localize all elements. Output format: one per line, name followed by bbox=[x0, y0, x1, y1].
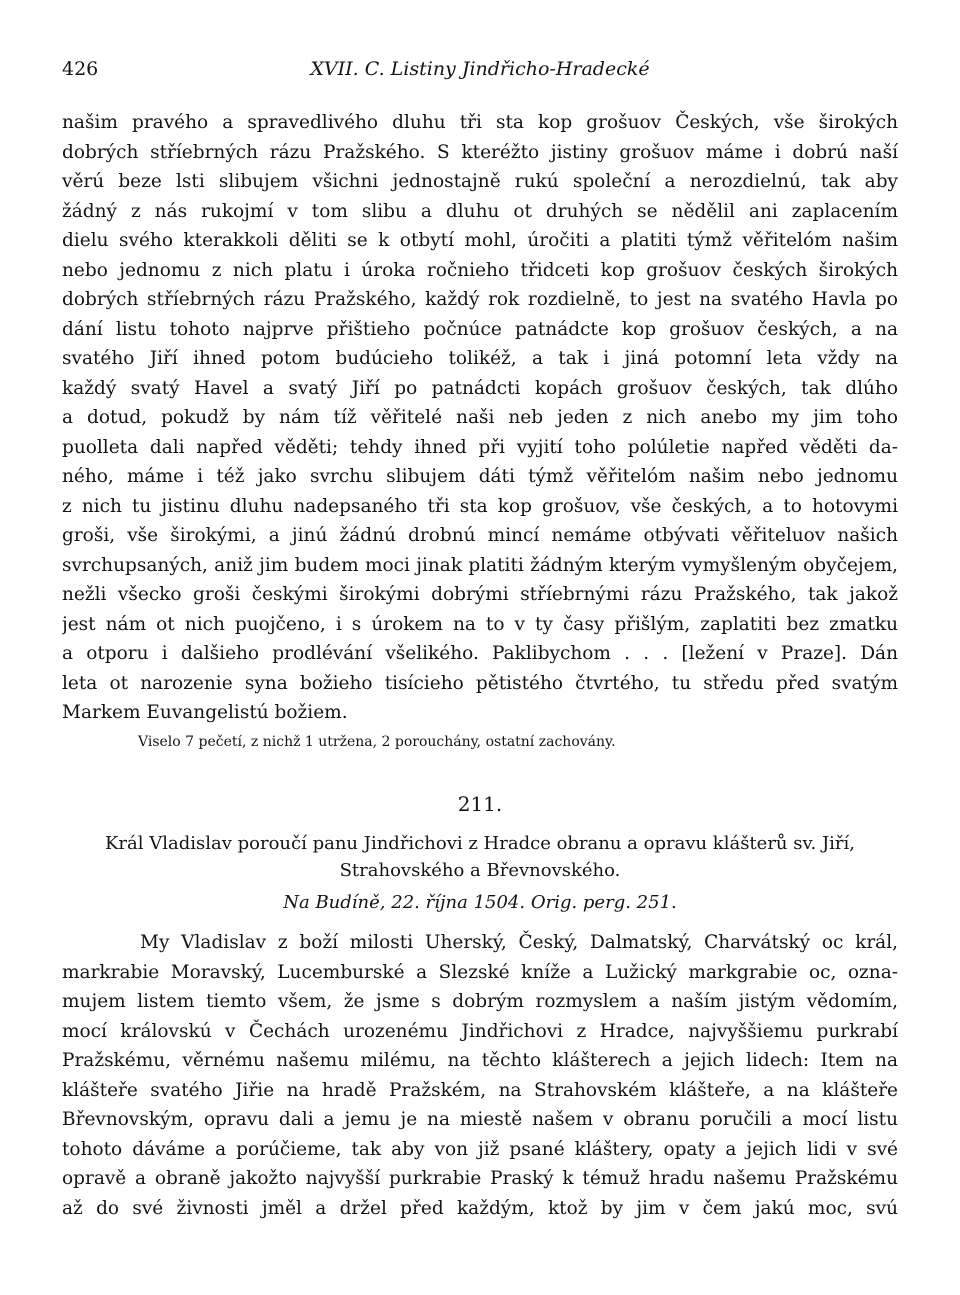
page-header bbox=[62, 58, 898, 84]
text-line: dielu svého kterakkoli děliti se k otbytí mohl, úročiti a platiti týmž věřitelóm našim bbox=[62, 230, 898, 251]
running-title: XVII. C. Listiny Jindřicho-Hradecké bbox=[310, 58, 650, 80]
text-line: nebo jednomu z nich platu i úroka ročnieho třidceti kop grošuov českých širokých bbox=[62, 259, 898, 281]
summary-line: Strahovského a Břevnovského. bbox=[339, 860, 621, 881]
seal-note: Viselo 7 pečetí, z nichž 1 utržena, 2 porouchány, ostatní zachovány. bbox=[138, 734, 616, 750]
text-line: jest nám ot nich puojčeno, i s úrokem na to v ty časy přišlým, zaplatiti bez zmatku bbox=[62, 613, 898, 635]
summary-line: Král Vladislav poroučí panu Jindřichovi z Hradce obranu a opravu klášterů sv. Jiří, bbox=[104, 833, 856, 854]
text-line: ného, máme i též jako svrchu slibujem dáti týmž věřitelóm našim nebo jednomu bbox=[62, 466, 898, 487]
text-line: našim pravého a spravedlivého dluhu tři sta kop grošuov Českých, vše širokých bbox=[62, 112, 898, 133]
text-line: a dotud, pokudž by nám tíž věřitelé naši neb jeden z nich anebo my jim toho bbox=[62, 407, 898, 428]
document-number: 211. bbox=[457, 792, 503, 816]
text-line: svrchupsaných, aniž jim budem moci jinak platiti žádným kterým vymyšleným obyčejem, bbox=[62, 554, 898, 576]
text-line: opravě a obraně jakožto najvyšší purkrabie Praský k témuž hradu našemu Pražskému bbox=[62, 1168, 898, 1189]
text-line: věrú beze lsti slibujem všichni jednostajně rukú společní a nerozdielnú, tak aby bbox=[62, 171, 898, 192]
text-line: až do své živnosti jměl a držel před každým, ktož by jim v čem jakú moc, svú bbox=[62, 1197, 898, 1219]
charter-text bbox=[62, 928, 898, 1223]
text-line: dání listu tohoto najprve přištieho počnúce patnádcte kop grošuov českých, a na bbox=[62, 318, 898, 340]
text-line: klášteře svatého Jiřie na hradě Pražském, na Strahovském klášteře, a na klášteře bbox=[62, 1079, 898, 1101]
document-dateline: Na Budíně, 22. října 1504. Orig. perg. 251. bbox=[283, 892, 677, 913]
text-line: a otporu i dalšieho prodlévání všelikého. Paklibychom . . . [ležení v Praze]. Dán bbox=[62, 643, 898, 664]
text-line: Pražskému, věrnému našemu milému, na těchto klášterech a jejich lidech: Item na bbox=[62, 1050, 898, 1071]
text-line: tohoto dáváme a porúčieme, tak aby von již psané kláštery, opaty a jejich lidi v své bbox=[62, 1138, 898, 1160]
text-line: žádný z nás rukojmí v tom slibu a dluhu ot druhých se nědělil ani zaplacením bbox=[62, 200, 898, 222]
text-line: markrabie Moravský, Lucemburské a Slezské kníže a Lužický markgrabie oc, ozna- bbox=[62, 961, 898, 983]
text-line: Břevnovským, opravu dali a jemu je na miestě našem v obranu poručili a mocí listu bbox=[62, 1109, 898, 1130]
text-line: svatého Jiří ihned potom budúcieho tolikéž, a tak i jiná potomní leta vždy na bbox=[62, 348, 898, 369]
document-summary bbox=[90, 830, 870, 884]
text-line: dobrých stříebrných rázu Pražského. S kteréžto jistiny grošuov máme i dobrú naší bbox=[62, 141, 898, 163]
text-line: puolleta dali napřed věděti; tehdy ihned při vyjití toho polúletie napřed věděti da- bbox=[62, 436, 898, 458]
text-line: groši, vše širokými, a jinú žádnú drobnú mincí nemáme otbývati věřiteluov našich bbox=[62, 525, 898, 546]
continued-charter-text bbox=[62, 108, 898, 728]
text-line: My Vladislav z boží milosti Uherský, Český, Dalmatský, Charvátský oc král, bbox=[140, 932, 898, 953]
text-line: z nich tu jistinu dluhu nadepsaného tři sta kop grošuov, vše českých, a to hotovymi bbox=[62, 495, 898, 517]
page-number: 426 bbox=[62, 58, 99, 80]
text-line: nežli všecko groši českými širokými dobrými stříebrnými rázu Pražského, tak jakož bbox=[62, 584, 898, 605]
text-line: mocí královskú v Čechách urozenému Jindřichovi z Hradce, najvyššiemu purkrabí bbox=[62, 1020, 898, 1042]
text-line: mujem listem tiemto všem, že jsme s dobrým rozmyslem a naším jistým vědomím, bbox=[62, 991, 898, 1012]
text-line: Markem Euvangelistú božiem. bbox=[62, 702, 348, 723]
text-line: každý svatý Havel a svatý Jiří po patnádcti kopách grošuov českých, tak dlúho bbox=[62, 377, 898, 399]
text-line: leta ot narozenie syna božieho tisícieho pětistého čtvrtého, tu středu před svatým bbox=[62, 672, 898, 694]
text-line: dobrých stříebrných rázu Pražského, každý rok rozdielně, to jest na svatého Havla po bbox=[62, 289, 898, 310]
